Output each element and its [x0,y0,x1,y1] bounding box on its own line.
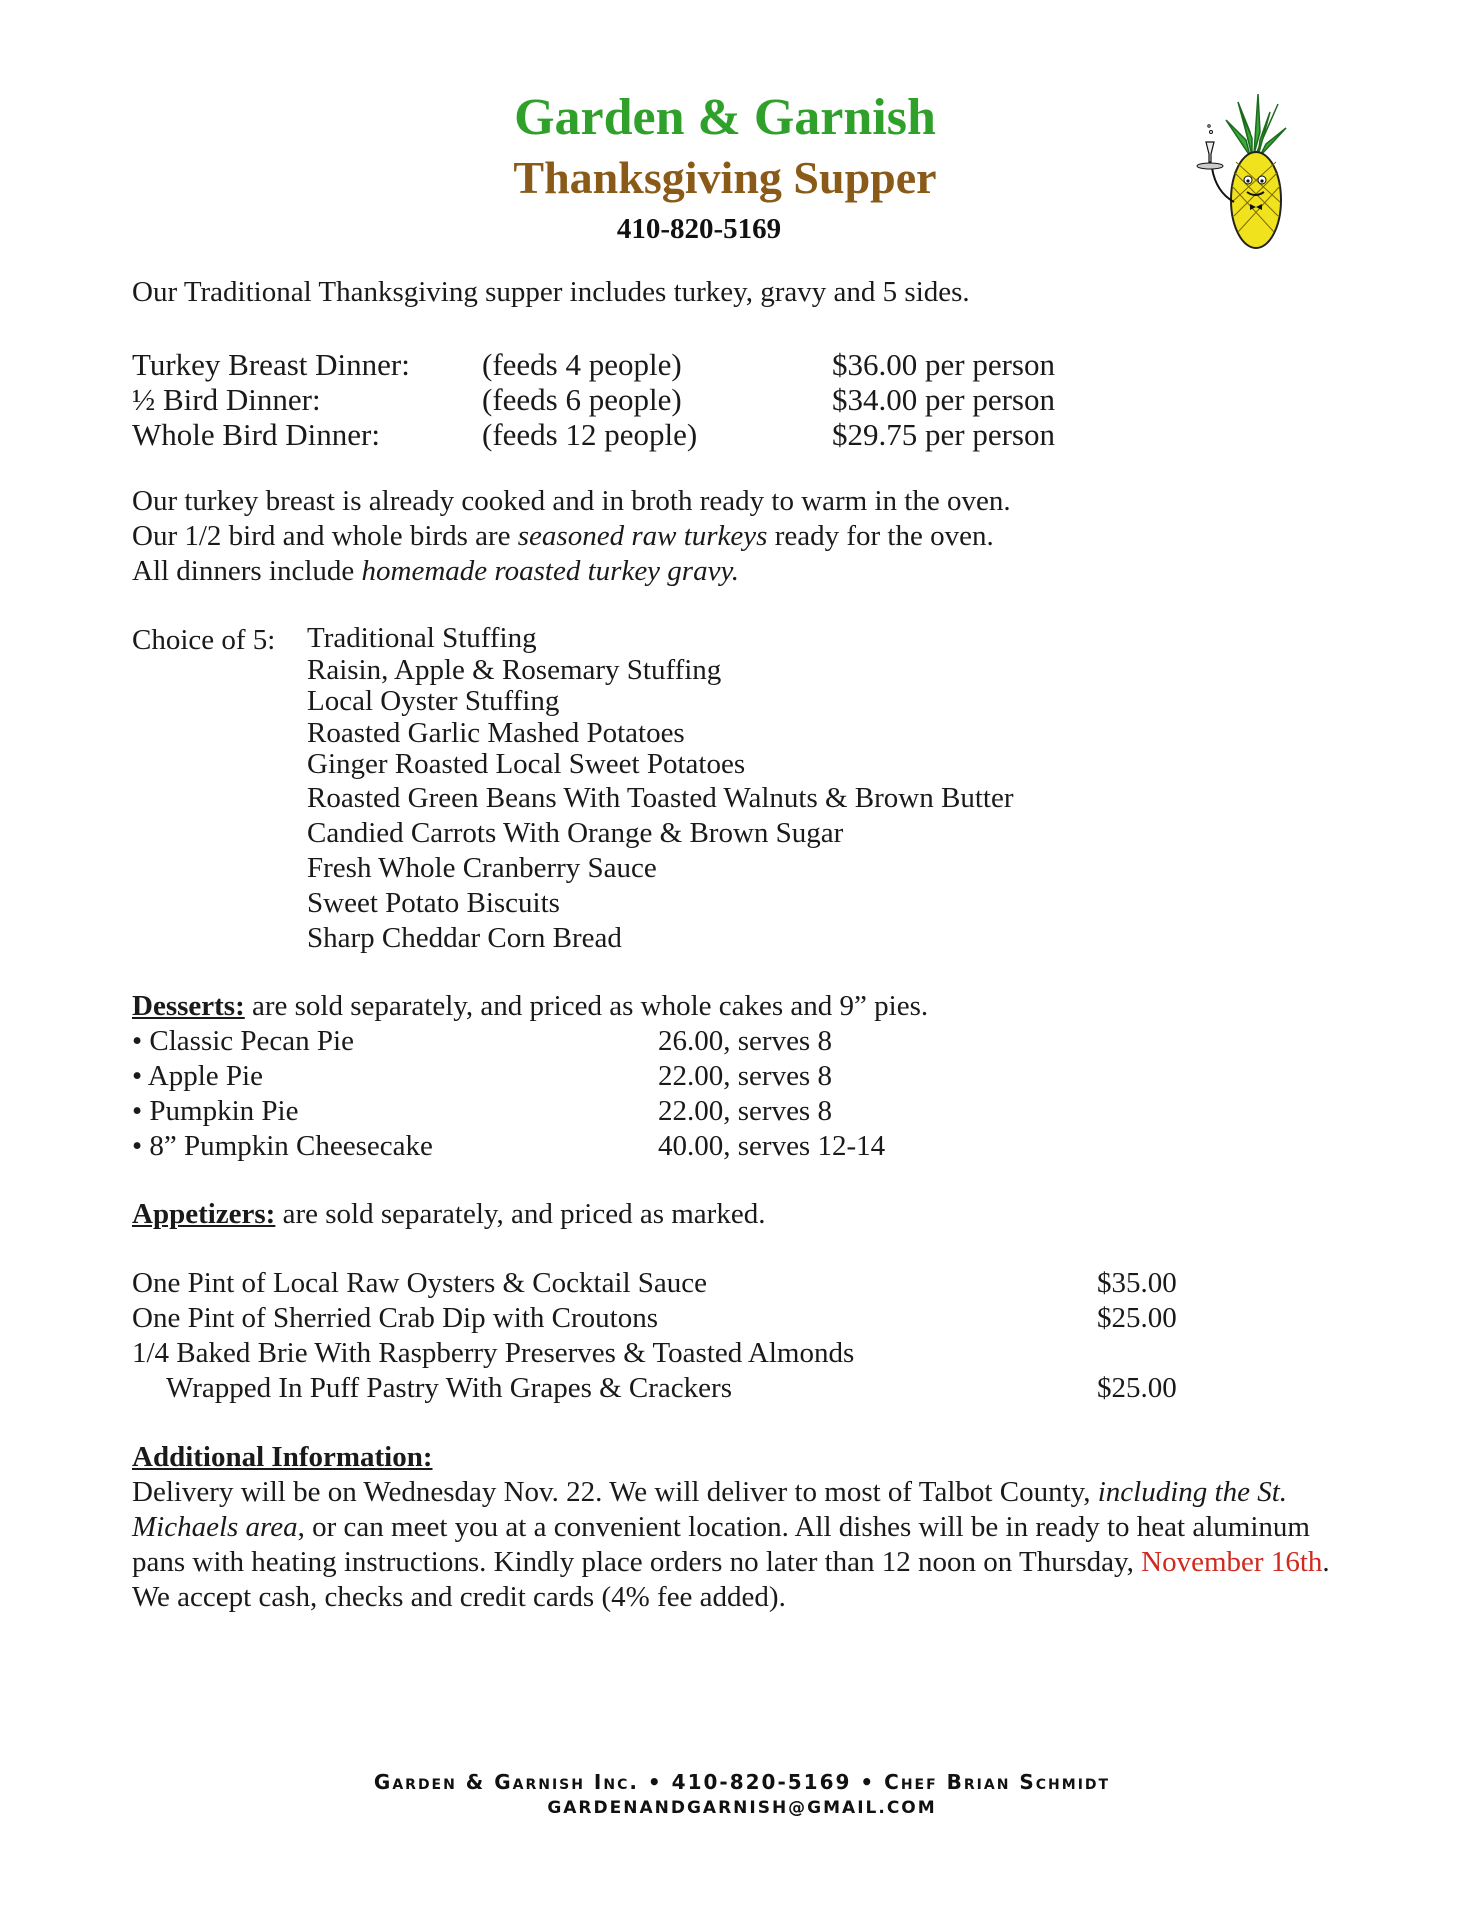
deadline-date: November 16th [1141,1545,1323,1578]
section-title: Appetizers: [132,1197,276,1230]
item-name: • 8” Pumpkin Cheesecake [132,1129,433,1162]
list-item: Fresh Whole Cranberry Sauce [307,851,657,884]
list-item: Sharp Cheddar Corn Bread [307,921,622,954]
note-text: ready for the oven. [767,520,994,552]
item-price: $25.00 [1097,1301,1177,1334]
dinner-list [132,347,1362,452]
dinner-row [132,417,1362,452]
list-item [132,1266,1362,1301]
note-line [132,519,1362,554]
desserts-heading [132,989,1362,1024]
list-item [132,1301,1362,1336]
appetizer-list [132,1266,1362,1406]
section-title: Desserts: [132,989,245,1022]
list-item: Sweet Potato Biscuits [307,886,560,919]
dinner-notes [132,484,1362,589]
info-text: Delivery will be on Wednesday Nov. 22. We will deliver to most of Talbot County, [132,1475,1098,1508]
phone-number: 410-820-5169 [616,213,782,245]
item-name: • Classic Pecan Pie [132,1024,354,1057]
section-title: Additional Information: [132,1440,433,1473]
additional-text [132,1475,1362,1615]
note-emphasis: homemade roasted turkey gravy. [361,555,739,587]
dinner-price: $29.75 per person [832,417,1055,452]
dinner-name: Turkey Breast Dinner: [132,347,410,382]
footer-email: GARDENANDGARNISH@GMAIL.COM [547,1798,937,1818]
item-price: $25.00 [1097,1371,1177,1404]
item-price: 22.00, serves 8 [658,1059,832,1092]
list-item: Ginger Roasted Local Sweet Potatoes [307,748,746,780]
side-choices [132,623,1362,956]
dinner-name: Whole Bird Dinner: [132,417,380,452]
item-name: One Pint of Local Raw Oysters & Cocktail Sauce [132,1266,708,1299]
list-item [132,1024,1362,1059]
item-price: 26.00, serves 8 [658,1024,832,1057]
dinner-price: $34.00 per person [832,382,1055,417]
note-line: Our turkey breast is already cooked and in broth ready to warm in the oven. [132,485,1011,517]
item-price: 22.00, serves 8 [658,1094,832,1127]
choices-list [307,623,1013,956]
choices-label: Choice of 5: [132,624,276,656]
dinner-feeds: (feeds 12 people) [482,417,698,452]
item-name: • Apple Pie [132,1059,263,1092]
list-item [132,1129,1362,1164]
note-text: All dinners include [132,555,362,587]
item-price: $35.00 [1097,1266,1177,1299]
pineapple-waiter-logo-icon [1190,92,1300,252]
list-item [132,1371,1362,1406]
list-item: Roasted Green Beans With Toasted Walnuts & Brown Butter [307,781,1014,814]
list-item: Candied Carrots With Orange & Brown Sugar [307,816,844,849]
note-emphasis: seasoned raw turkeys [517,520,768,552]
list-item: Raisin, Apple & Rosemary Stuffing [307,653,722,686]
brand-title: Garden & Garnish [514,89,936,146]
list-item [132,1094,1362,1129]
list-item: Roasted Garlic Mashed Potatoes [307,716,685,749]
item-name: 1/4 Baked Brie With Raspberry Preserves & Toasted Almonds [132,1336,855,1369]
menu-content [132,275,1362,1615]
page-title: Thanksgiving Supper [513,152,937,203]
dinner-price: $36.00 per person [832,347,1055,382]
item-name: Wrapped In Puff Pastry With Grapes & Crackers [166,1371,732,1404]
dinner-row [132,347,1362,382]
appetizers-section [132,1197,1362,1406]
info-text: . We accept cash, checks and credit cards (4% fee added). [132,1545,1330,1613]
footer [0,1768,1484,1820]
item-price: 40.00, serves 12-14 [658,1129,886,1162]
intro-text: Our Traditional Thanksgiving supper includes turkey, gravy and 5 sides. [132,276,970,308]
info-text: , or can meet you at a convenient location. All dishes will be in ready to heat aluminum pans with heating instructions. Kindly place orders no later than 12 noon on Thursday, [132,1510,1310,1578]
list-item: Local Oyster Stuffing [307,685,560,717]
dinner-name: ½ Bird Dinner: [132,382,321,417]
list-item [132,1059,1362,1094]
item-name: One Pint of Sherried Crab Dip with Croutons [132,1301,658,1334]
list-item [132,1336,1362,1371]
section-desc: are sold separately, and priced as marked. [275,1197,766,1230]
desserts-section [132,989,1362,1164]
footer-contact: Garden & Garnish Inc. • 410-820-5169 • Chef Brian Schmidt [373,1770,1111,1794]
note-line [132,554,1362,589]
item-name: • Pumpkin Pie [132,1094,299,1127]
note-text: Our 1/2 bird and whole birds are [132,520,518,552]
section-desc: are sold separately, and priced as whole cakes and 9” pies. [244,989,929,1022]
dinner-feeds: (feeds 4 people) [482,347,682,382]
info-emphasis: including the St. Michaels area [132,1475,1288,1543]
dinner-feeds: (feeds 6 people) [482,382,682,417]
list-item: Traditional Stuffing [307,622,537,654]
dinner-row [132,382,1362,417]
appetizers-heading [132,1197,1362,1232]
additional-info [132,1440,1362,1615]
